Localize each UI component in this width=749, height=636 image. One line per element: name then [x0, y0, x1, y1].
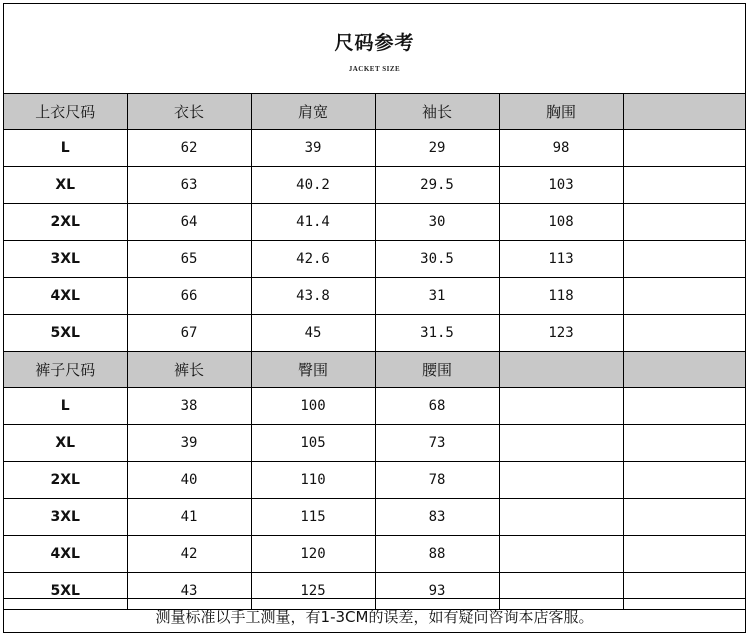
- pants-size-label: 3XL: [4, 499, 127, 536]
- jacket-value-cell: 40.2: [251, 167, 375, 204]
- jacket-value-cell: 118: [499, 278, 623, 315]
- pants-header-cell: 臀围: [251, 352, 375, 388]
- jacket-value-cell: 67: [127, 315, 251, 352]
- pants-header-row: [4, 352, 745, 388]
- pants-value-cell: 41: [127, 499, 251, 536]
- pants-value-cell: 73: [375, 425, 499, 462]
- jacket-value-cell: [623, 167, 745, 204]
- jacket-table-row: [4, 278, 745, 315]
- jacket-value-cell: 31: [375, 278, 499, 315]
- jacket-size-label: 4XL: [4, 278, 127, 315]
- pants-value-cell: [499, 462, 623, 499]
- chart-title: 尺码参考: [334, 32, 415, 54]
- size-chart: [3, 3, 746, 633]
- pants-value-cell: 125: [251, 573, 375, 610]
- pants-value-cell: 68: [375, 388, 499, 425]
- jacket-value-cell: 29.5: [375, 167, 499, 204]
- pants-value-cell: [623, 425, 745, 462]
- pants-value-cell: 115: [251, 499, 375, 536]
- jacket-value-cell: 43.8: [251, 278, 375, 315]
- jacket-size-label: 5XL: [4, 315, 127, 352]
- jacket-size-label: XL: [4, 167, 127, 204]
- jacket-value-cell: 66: [127, 278, 251, 315]
- jacket-value-cell: 39: [251, 130, 375, 167]
- jacket-size-label: L: [4, 130, 127, 167]
- jacket-header-row: [4, 94, 745, 130]
- measurement-note: 测量标准以手工测量，有1-3CM的误差，如有疑问咨询本店客服。: [4, 598, 745, 634]
- pants-size-label: 4XL: [4, 536, 127, 573]
- jacket-header-cell: 肩宽: [251, 94, 375, 130]
- pants-size-label: L: [4, 388, 127, 425]
- jacket-header-cell: 上衣尺码: [4, 94, 127, 130]
- pants-value-cell: 42: [127, 536, 251, 573]
- jacket-value-cell: 45: [251, 315, 375, 352]
- pants-value-cell: 100: [251, 388, 375, 425]
- pants-value-cell: 110: [251, 462, 375, 499]
- pants-value-cell: 39: [127, 425, 251, 462]
- pants-size-label: 5XL: [4, 573, 127, 610]
- pants-value-cell: [623, 499, 745, 536]
- pants-value-cell: 38: [127, 388, 251, 425]
- jacket-value-cell: [623, 278, 745, 315]
- pants-value-cell: 83: [375, 499, 499, 536]
- jacket-header-cell: 袖长: [375, 94, 499, 130]
- pants-value-cell: 88: [375, 536, 499, 573]
- pants-value-cell: [623, 536, 745, 573]
- pants-table-row: [4, 536, 745, 573]
- pants-value-cell: [499, 388, 623, 425]
- jacket-table-row: [4, 241, 745, 278]
- jacket-value-cell: 103: [499, 167, 623, 204]
- jacket-value-cell: 42.6: [251, 241, 375, 278]
- jacket-value-cell: 63: [127, 167, 251, 204]
- pants-value-cell: 105: [251, 425, 375, 462]
- jacket-value-cell: 108: [499, 204, 623, 241]
- jacket-header-cell: 衣长: [127, 94, 251, 130]
- pants-value-cell: 93: [375, 573, 499, 610]
- pants-value-cell: [623, 462, 745, 499]
- pants-header-cell: 裤长: [127, 352, 251, 388]
- jacket-value-cell: [623, 204, 745, 241]
- pants-value-cell: 40: [127, 462, 251, 499]
- jacket-value-cell: 64: [127, 204, 251, 241]
- jacket-value-cell: 41.4: [251, 204, 375, 241]
- chart-header: [4, 4, 745, 94]
- jacket-size-label: 2XL: [4, 204, 127, 241]
- jacket-size-label: 3XL: [4, 241, 127, 278]
- chart-subtitle: JACKET SIZE: [348, 65, 401, 73]
- pants-table-row: [4, 499, 745, 536]
- pants-size-label: 2XL: [4, 462, 127, 499]
- jacket-value-cell: 30.5: [375, 241, 499, 278]
- jacket-header-cell: [623, 94, 745, 130]
- jacket-table-row: [4, 130, 745, 167]
- size-table: [4, 93, 745, 610]
- pants-table-row: [4, 388, 745, 425]
- pants-size-label: XL: [4, 425, 127, 462]
- jacket-table-row: [4, 315, 745, 352]
- jacket-value-cell: [623, 315, 745, 352]
- jacket-header-cell: 胸围: [499, 94, 623, 130]
- pants-value-cell: [499, 536, 623, 573]
- jacket-table-row: [4, 204, 745, 241]
- pants-header-cell: 裤子尺码: [4, 352, 127, 388]
- pants-value-cell: [623, 388, 745, 425]
- pants-value-cell: 78: [375, 462, 499, 499]
- jacket-value-cell: 30: [375, 204, 499, 241]
- pants-header-cell: [623, 352, 745, 388]
- pants-header-cell: 腰围: [375, 352, 499, 388]
- pants-header-cell: [499, 352, 623, 388]
- jacket-value-cell: 98: [499, 130, 623, 167]
- jacket-value-cell: [623, 241, 745, 278]
- pants-table-row: [4, 425, 745, 462]
- jacket-table-row: [4, 167, 745, 204]
- jacket-value-cell: 65: [127, 241, 251, 278]
- pants-value-cell: 43: [127, 573, 251, 610]
- pants-value-cell: [499, 425, 623, 462]
- jacket-value-cell: 123: [499, 315, 623, 352]
- jacket-value-cell: 29: [375, 130, 499, 167]
- jacket-value-cell: 113: [499, 241, 623, 278]
- pants-value-cell: 120: [251, 536, 375, 573]
- jacket-value-cell: 62: [127, 130, 251, 167]
- pants-value-cell: [499, 499, 623, 536]
- pants-table-row: [4, 462, 745, 499]
- jacket-value-cell: [623, 130, 745, 167]
- jacket-value-cell: 31.5: [375, 315, 499, 352]
